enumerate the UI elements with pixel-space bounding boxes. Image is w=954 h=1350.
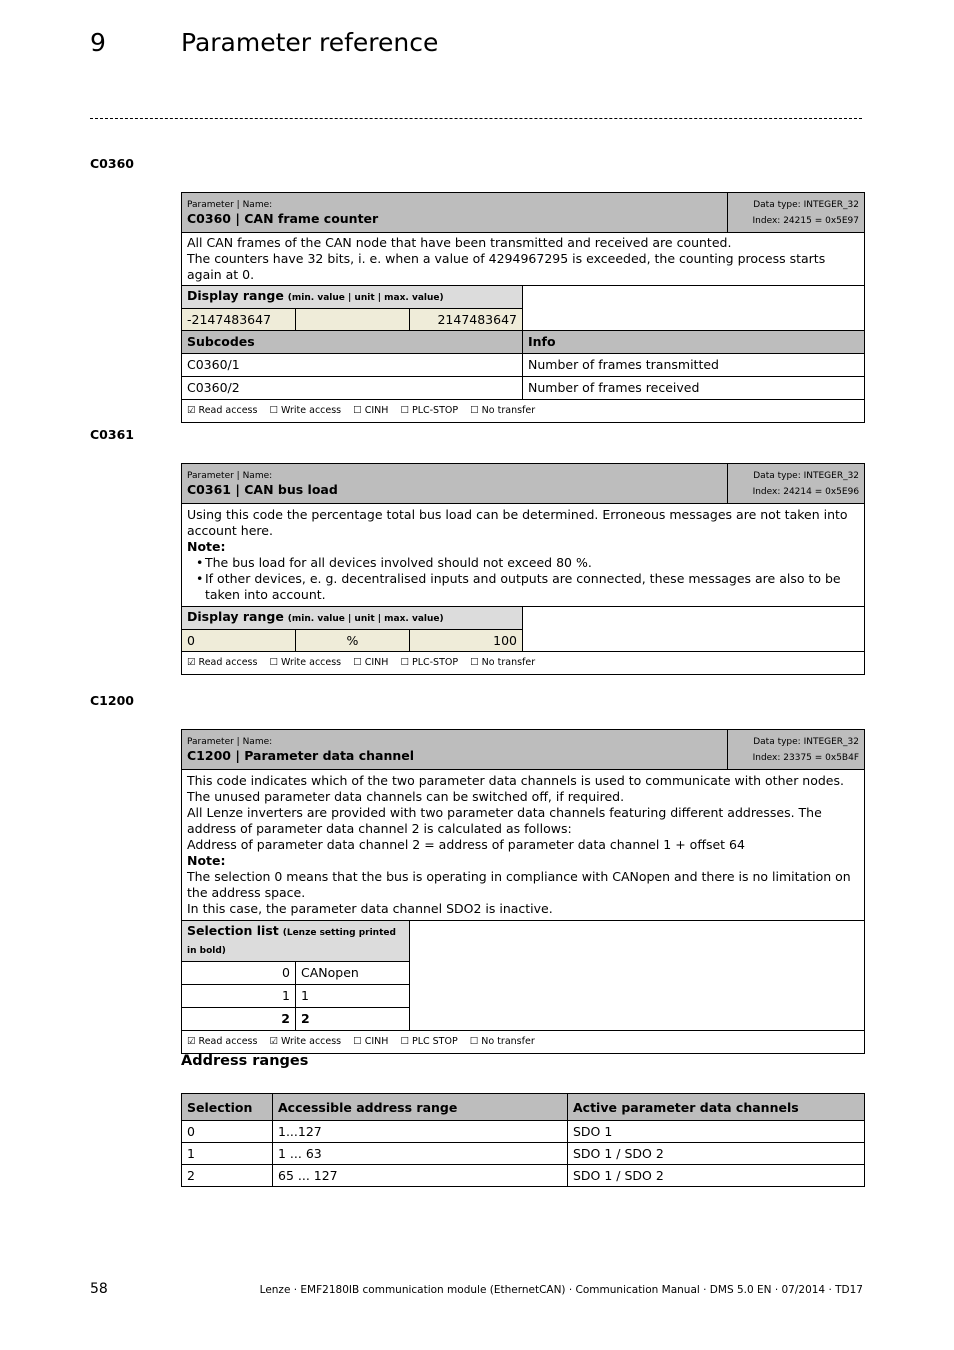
param-datatype: Data type: INTEGER_32 (753, 736, 860, 747)
section-heading-c0360: C0360 (90, 156, 134, 171)
selection-value: 0 (182, 962, 296, 985)
param-header (182, 730, 728, 770)
table-cell: SDO 1 / SDO 2 (568, 1165, 865, 1187)
chapter-number: 9 (90, 28, 106, 57)
param-datatype-cell (728, 464, 865, 504)
table-cell: SDO 1 (568, 1121, 865, 1143)
note-label: Note: (187, 539, 226, 554)
empty-cell (523, 607, 865, 652)
table-cell: 1 (182, 1143, 273, 1165)
param-datatype-cell (728, 730, 865, 770)
param-table-c0360 (181, 192, 865, 423)
param-name: C0361 | CAN bus load (187, 481, 338, 497)
selection-list-label: Selection list (187, 923, 279, 938)
table-row (182, 1143, 865, 1165)
flag-read-access: ☑ Read access (187, 1036, 258, 1047)
subcodes-header: Subcodes (182, 331, 523, 354)
param-name: C1200 | Parameter data channel (187, 747, 415, 763)
param-datatype: Data type: INTEGER_32 (753, 199, 860, 210)
access-flags (182, 1031, 865, 1054)
table-row (182, 1165, 865, 1187)
flag-no-transfer: ☐ No transfer (469, 1036, 535, 1047)
note-list (187, 555, 859, 603)
param-header-label: Parameter | Name: (187, 470, 273, 481)
subcode-info: Number of frames received (523, 377, 865, 400)
param-datatype-cell (728, 193, 865, 233)
flag-no-transfer: ☐ No transfer (470, 657, 536, 668)
table-cell: 0 (182, 1121, 273, 1143)
flag-write-access: ☐ Write access (269, 657, 342, 668)
description-line: All Lenze inverters are provided with two parameter data channels featuring different addresses. The address of parameter data channel 2 is calculated as follows: (187, 805, 822, 836)
param-index: Index: 24214 = 0x5E96 (752, 486, 860, 497)
table-cell: SDO 1 / SDO 2 (568, 1143, 865, 1165)
subcode-code: C0360/1 (182, 354, 523, 377)
info-header: Info (523, 331, 865, 354)
range-max: 100 (410, 630, 523, 652)
note-bullet: • If other devices, e. g. decentralised inputs and outputs are connected, these messages are also to be taken into account. (205, 571, 859, 603)
display-range-header (182, 607, 523, 630)
column-header: Accessible address range (273, 1094, 568, 1121)
flag-read-access: ☑ Read access (187, 405, 258, 416)
param-header-label: Parameter | Name: (187, 199, 273, 210)
access-flags (182, 400, 865, 423)
table-header-row (182, 1094, 865, 1121)
display-range-header (182, 286, 523, 309)
selection-list-header (182, 921, 410, 962)
flag-write-access: ☐ Write access (269, 405, 342, 416)
selection-list-sublabel: (Lenze setting printed in bold) (187, 928, 396, 956)
empty-cell (523, 286, 865, 331)
selection-text: 1 (296, 985, 410, 1008)
param-description (182, 770, 865, 921)
table-cell: 2 (182, 1165, 273, 1187)
description-line: This code indicates which of the two parameter data channels is used to communicate with other nodes. The unused parameter data channels can be switched off, if required. (187, 773, 844, 804)
address-ranges-title: Address ranges (181, 1053, 309, 1069)
note-line: The selection 0 means that the bus is operating in compliance with CANopen and there is no limitation on the address space. (187, 869, 851, 900)
range-unit (296, 309, 410, 331)
display-range-label: Display range (187, 288, 284, 303)
header-divider (90, 118, 862, 119)
range-unit: % (296, 630, 410, 652)
flag-read-access: ☑ Read access (187, 657, 258, 668)
range-min: -2147483647 (182, 309, 296, 331)
empty-cell (410, 921, 865, 1031)
param-header (182, 464, 728, 504)
selection-value: 1 (182, 985, 296, 1008)
table-cell: 1...127 (273, 1121, 568, 1143)
chapter-title: Parameter reference (181, 28, 439, 57)
flag-cinh: ☐ CINH (353, 657, 389, 668)
flag-cinh: ☐ CINH (353, 405, 389, 416)
display-range-label: Display range (187, 609, 284, 624)
display-range-sublabel: (min. value | unit | max. value) (287, 614, 444, 624)
display-range-sublabel: (min. value | unit | max. value) (287, 293, 444, 303)
range-max: 2147483647 (410, 309, 523, 331)
param-name: C0360 | CAN frame counter (187, 210, 379, 226)
table-row (182, 1121, 865, 1143)
selection-text: CANopen (296, 962, 410, 985)
param-index: Index: 23375 = 0x5B4F (752, 752, 860, 763)
note-bullet: • The bus load for all devices involved should not exceed 80 %. (205, 555, 859, 571)
param-table-c1200 (181, 729, 865, 1054)
param-datatype: Data type: INTEGER_32 (753, 470, 860, 481)
page-number: 58 (90, 1281, 108, 1297)
param-description (182, 504, 865, 607)
subcode-info: Number of frames transmitted (523, 354, 865, 377)
description-line: Using this code the percentage total bus load can be determined. Erroneous messages are not taken into account here. (187, 507, 848, 538)
subcode-code: C0360/2 (182, 377, 523, 400)
access-flags (182, 652, 865, 675)
selection-value-default: 2 (182, 1008, 296, 1031)
flag-no-transfer: ☐ No transfer (470, 405, 536, 416)
note-line: In this case, the parameter data channel SDO2 is inactive. (187, 901, 553, 916)
param-header-label: Parameter | Name: (187, 736, 273, 747)
footer-text: Lenze · EMF2180IB communication module (EthernetCAN) · Communication Manual · DMS 5.0 EN · 07/2014 · TD17 (259, 1284, 863, 1296)
range-min: 0 (182, 630, 296, 652)
column-header: Active parameter data channels (568, 1094, 865, 1121)
param-table-c0361 (181, 463, 865, 675)
table-cell: 1 ... 63 (273, 1143, 568, 1165)
address-ranges-table (181, 1093, 865, 1187)
flag-plc-stop: ☐ PLC STOP (400, 1036, 458, 1047)
param-header (182, 193, 728, 233)
flag-write-access: ☑ Write access (269, 1036, 342, 1047)
flag-plc-stop: ☐ PLC-STOP (400, 657, 459, 668)
section-heading-c1200: C1200 (90, 693, 134, 708)
description-line: All CAN frames of the CAN node that have been transmitted and received are counted. (187, 235, 732, 250)
description-line: Address of parameter data channel 2 = address of parameter data channel 1 + offset 64 (187, 837, 745, 852)
param-description (182, 233, 865, 286)
selection-text-default: 2 (296, 1008, 410, 1031)
param-index: Index: 24215 = 0x5E97 (752, 215, 860, 226)
description-line: The counters have 32 bits, i. e. when a value of 4294967295 is exceeded, the counting process starts again at 0. (187, 251, 826, 282)
flag-cinh: ☐ CINH (353, 1036, 389, 1047)
flag-plc-stop: ☐ PLC-STOP (400, 405, 459, 416)
table-cell: 65 ... 127 (273, 1165, 568, 1187)
section-heading-c0361: C0361 (90, 427, 134, 442)
note-label: Note: (187, 853, 226, 868)
column-header: Selection (182, 1094, 273, 1121)
